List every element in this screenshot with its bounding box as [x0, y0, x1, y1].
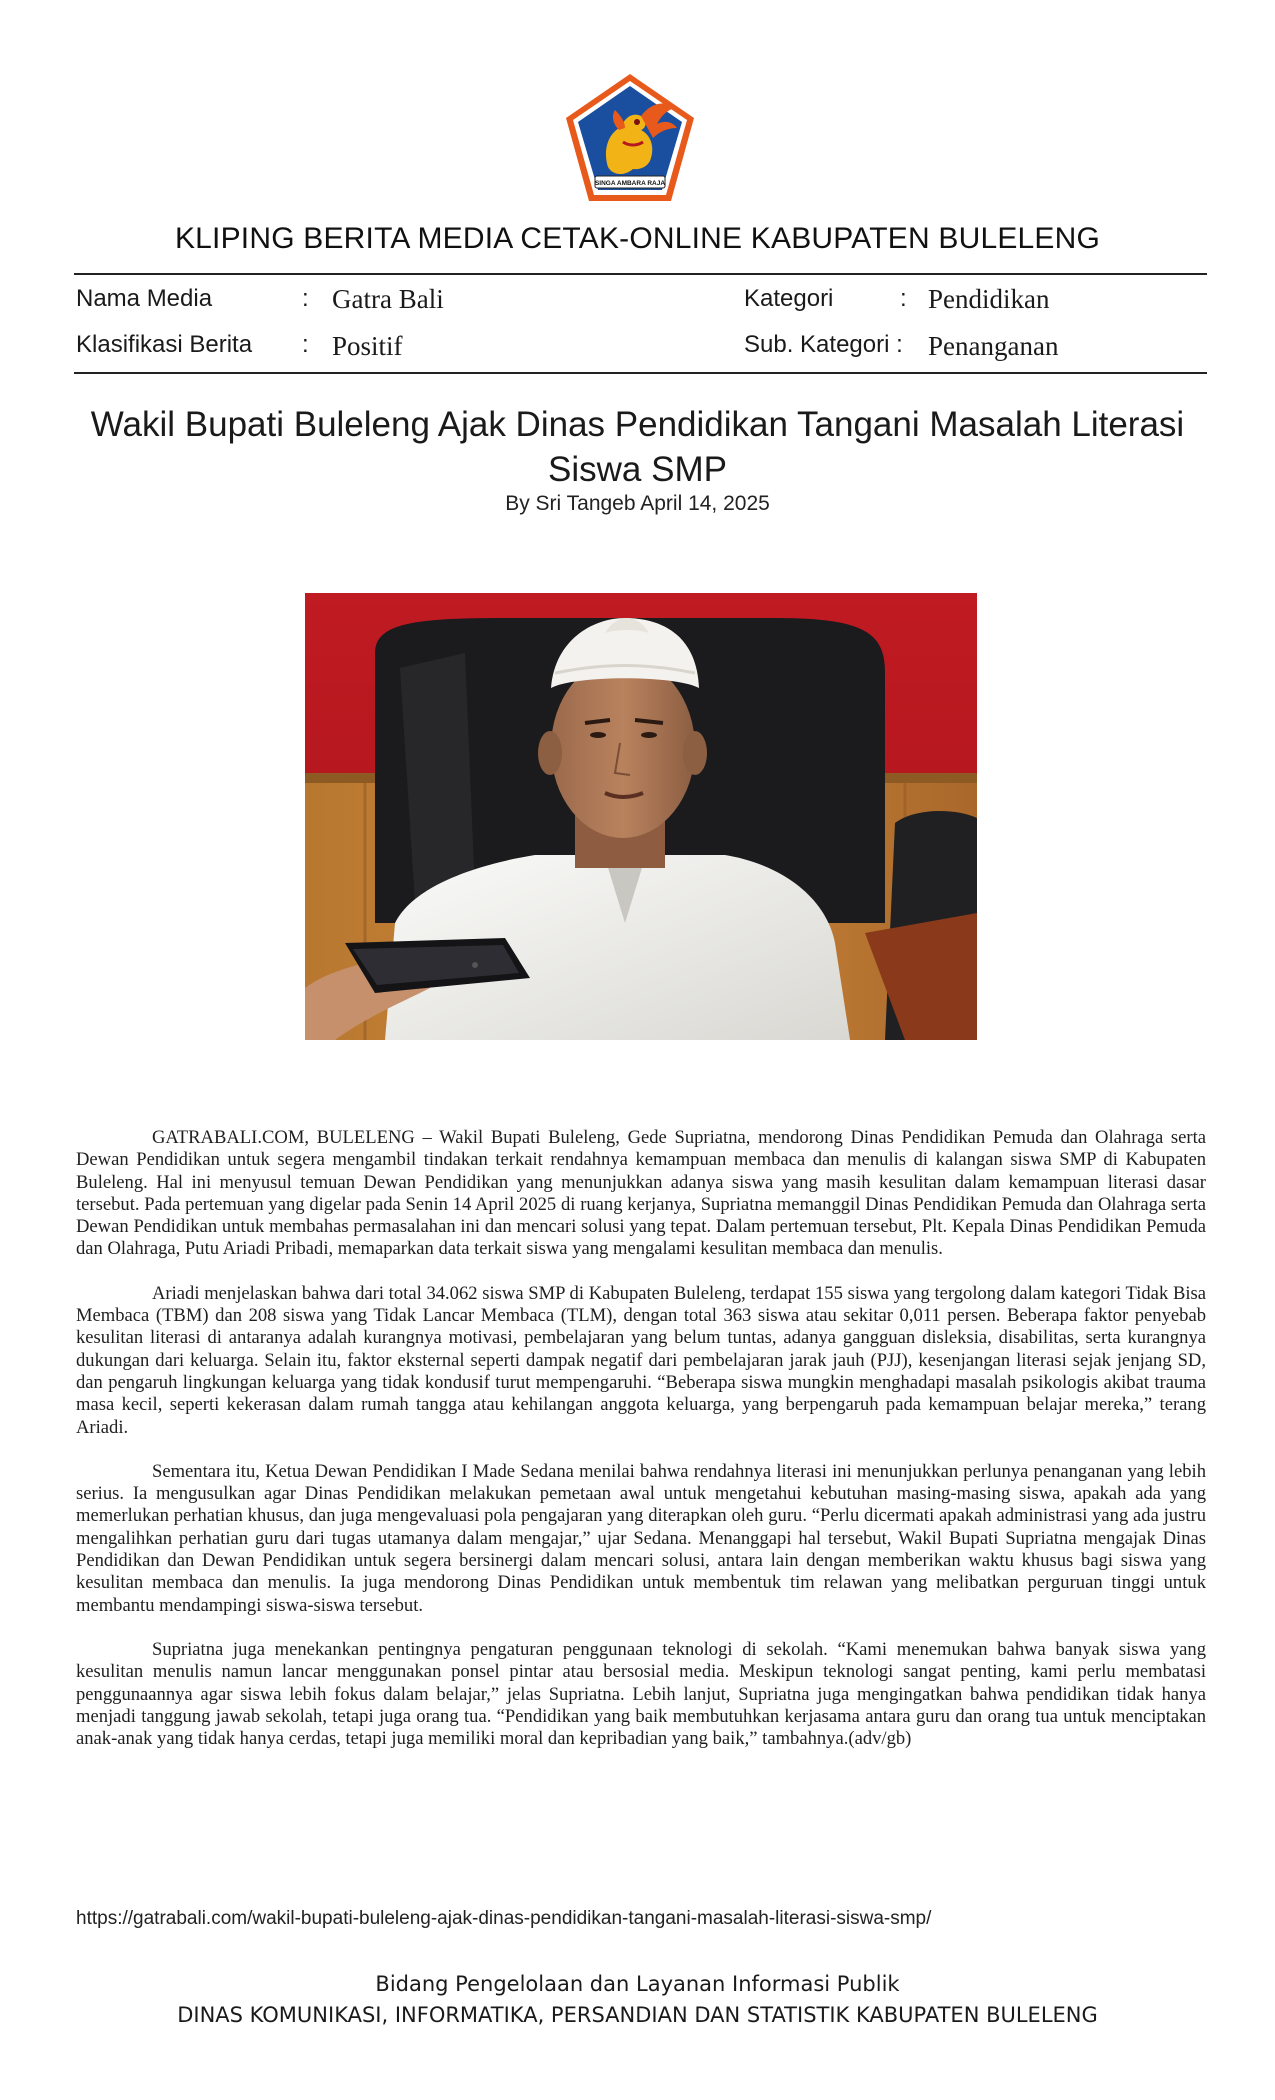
divider-top	[74, 273, 1207, 275]
document-title: KLIPING BERITA MEDIA CETAK-ONLINE KABUPATEN BULELENG	[174, 222, 1101, 255]
kategori-colon: :	[900, 285, 907, 312]
klasifikasi-value: Positif	[332, 331, 403, 361]
article-paragraph: GATRABALI.COM, BULELENG – Wakil Bupati Buleleng, Gede Supriatna, mendorong Dinas Pendidikan Pemuda dan Olahraga serta Dewan Pendidikan untuk segera mengambil tindakan terkait rendahnya kemampuan membaca dan menulis di kalangan siswa SMP di Kabupaten Buleleng. Hal ini menyusul temuan Dewan Pendidikan yang menunjukkan adanya siswa yang masih kesulitan dalam kemampuan literasi dasar tersebut. Pada pertemuan yang digelar pada Senin 14 April 2025 di ruang kerjanya, Supriatna memanggil Dinas Pendidikan Pemuda dan Olahraga serta Dewan Pendidikan untuk membahas permasalahan ini dan mencari solusi yang tepat. Dalam pertemuan tersebut, Plt. Kepala Dinas Pendidikan Pemuda dan Olahraga, Putu Ariadi Pribadi, memaparkan data terkait siswa yang mengalami kesulitan membaca dan menulis.	[76, 1127, 1206, 1260]
article-paragraph: Ariadi menjelaskan bahwa dari total 34.062 siswa SMP di Kabupaten Buleleng, terdapat 155 siswa yang tergolong dalam kategori Tidak Bisa Membaca (TBM) dan 208 siswa yang Tidak Lancar Membaca (TLM), dengan total 363 siswa atau sekitar 0,011 persen. Beberapa faktor penyebab kesulitan literasi di antaranya adalah kurangnya motivasi, pembelajaran yang belum tuntas, adanya gangguan disleksia, disabilitas, serta kurangnya dukungan dari keluarga. Selain itu, faktor eksternal seperti dampak negatif dari pembelajaran jarak jauh (PJJ), kesenjangan literasi sejak jenjang SD, dan pengaruh lingkungan keluarga yang tidak kondusif turut mempengaruhi. “Beberapa siswa mungkin menghadapi masalah psikologis akibat trauma masa kecil, seperti kekerasan dalam rumah tangga atau kehilangan anggota keluarga, yang berpengaruh pada kemampuan belajar mereka,” terang Ariadi.	[76, 1282, 1206, 1438]
kategori-value: Pendidikan	[928, 284, 1050, 314]
article-paragraph: Supriatna juga menekankan pentingnya pengaturan penggunaan teknologi di sekolah. “Kami menemukan bahwa banyak siswa yang kesulitan menulis namun lancar menggunakan ponsel pintar atau bersosial media. Meskipun teknologi sangat penting, kami perlu membatasi penggunaannya agar siswa lebih fokus dalam belajar,” jelas Supriatna. Lebih lanjut, Supriatna juga mengingatkan bahwa pendidikan tidak hanya menjadi tanggung jawab sekolah, tetapi juga orang tua. “Pendidikan yang baik membutuhkan kerjasama antara guru dan orang tua untuk menciptakan anak-anak yang tidak hanya cerdas, tetapi juga memiliki moral dan kepribadian yang baik,” tambahnya.(adv/gb)	[76, 1638, 1206, 1750]
sub-kategori-value: Penanganan	[928, 331, 1059, 361]
footer-department: Bidang Pengelolaan dan Layanan Informasi Publik	[375, 1972, 900, 1996]
buleleng-emblem-logo	[563, 72, 697, 204]
nama-media-label: Nama Media	[76, 285, 213, 312]
klasifikasi-colon: :	[302, 331, 309, 358]
klasifikasi-label: Klasifikasi Berita	[76, 331, 253, 358]
nama-media-colon: :	[302, 285, 309, 312]
article-headline: Wakil Bupati Buleleng Ajak Dinas Pendidikan Tangani Masalah Literasi Siswa SMP	[90, 405, 1185, 489]
nama-media-value: Gatra Bali	[332, 284, 444, 314]
sub-kategori-label: Sub. Kategori :	[744, 331, 903, 358]
article-photo	[305, 593, 977, 1040]
divider-bottom	[74, 372, 1207, 374]
source-url-link[interactable]: https://gatrabali.com/wakil-bupati-buleleng-ajak-dinas-pendidikan-tangani-masalah-literasi-siswa-smp/	[76, 1908, 932, 1929]
article-body	[76, 1127, 1206, 1772]
svg-text:SINGA AMBARA RAJA: SINGA AMBARA RAJA	[594, 180, 666, 187]
kategori-label: Kategori	[744, 285, 834, 312]
article-byline: By Sri Tangeb April 14, 2025	[505, 492, 770, 515]
article-paragraph: Sementara itu, Ketua Dewan Pendidikan I Made Sedana menilai bahwa rendahnya literasi ini menunjukkan perlunya penanganan yang lebih serius. Ia mengusulkan agar Dinas Pendidikan melakukan pemetaan awal untuk mengetahui kebutuhan masing-masing siswa, apakah ada yang memerlukan perhatian khusus, dan juga mengevaluasi pola pengajaran yang diterapkan oleh guru. “Perlu dicermati apakah administrasi yang ada justru mengalihkan perhatian guru dari tugas utamanya dalam mengajar,” ujar Sedana. Menanggapi hal tersebut, Wakil Bupati Supriatna mengajak Dinas Pendidikan dan Dewan Pendidikan untuk segera bersinergi dalam mencari solusi, antara lain dengan memberikan waktu khusus bagi siswa yang kesulitan membaca dan menulis. Ia juga mendorong Dinas Pendidikan untuk membentuk tim relawan yang melibatkan perguruan tinggi untuk membantu mendampingi siswa-siswa tersebut.	[76, 1460, 1206, 1616]
footer-agency: DINAS KOMUNIKASI, INFORMATIKA, PERSANDIAN DAN STATISTIK KABUPATEN BULELENG	[177, 2003, 1098, 2027]
